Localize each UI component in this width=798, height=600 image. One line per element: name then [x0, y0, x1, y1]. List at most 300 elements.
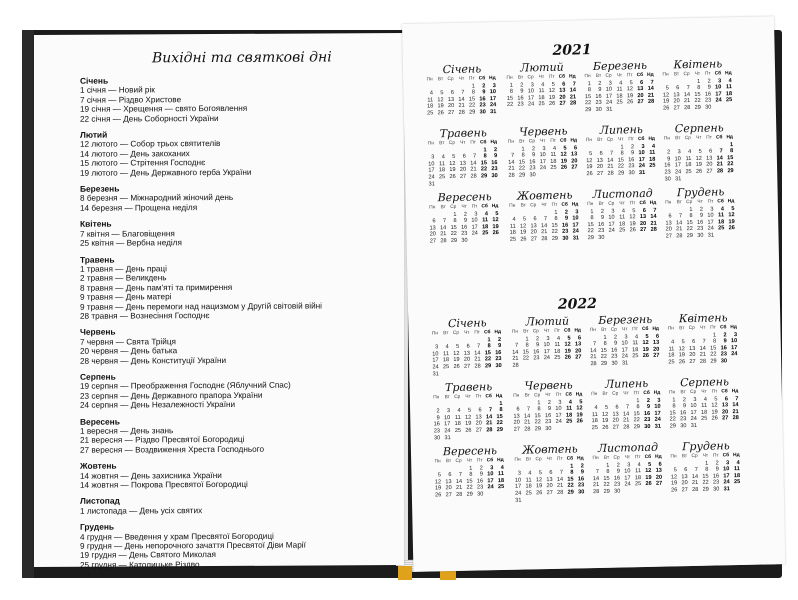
day-number: 5: [456, 344, 460, 351]
day-number: 18: [565, 412, 573, 419]
day-number: 13: [570, 151, 578, 158]
day-number: 22: [480, 166, 488, 173]
weekday-label: Чт: [458, 76, 465, 82]
day-number: 14: [699, 345, 706, 352]
weekday-label: Вт: [445, 459, 452, 465]
day-number: 28: [486, 427, 493, 434]
day-number: 18: [725, 90, 733, 98]
day-number: 3: [657, 397, 661, 404]
month-calendar: [424, 126, 503, 188]
day-number: 23: [479, 102, 486, 109]
day-number: 29: [702, 486, 709, 493]
day-number: 22: [466, 484, 473, 492]
day-number: 10: [572, 215, 579, 222]
day-number: 13: [429, 225, 436, 232]
day-number: 25: [591, 424, 599, 432]
day-number: 4: [703, 396, 707, 403]
day-number: 30: [644, 423, 651, 430]
day-number: 23: [529, 165, 536, 172]
day-number: 2: [600, 208, 605, 215]
day-number: 8: [483, 153, 487, 160]
day-number: 17: [471, 224, 478, 231]
day-number: 1: [590, 208, 594, 215]
day-number: 13: [637, 86, 644, 93]
day-number: 8: [509, 88, 514, 95]
day-number: 29: [496, 426, 504, 434]
month-day-grid: [659, 71, 738, 112]
day-number: 1: [483, 146, 487, 153]
day-number: 16: [664, 162, 671, 169]
month-calendar-title: Листопад: [597, 440, 659, 455]
weekday-label: Ср: [448, 140, 456, 147]
day-number: 6: [599, 151, 603, 158]
day-number: 25: [733, 479, 741, 486]
day-number: 14: [556, 476, 564, 483]
holiday-item: 19 грудня — День Святого Миколая: [80, 550, 216, 561]
day-number: 5: [551, 81, 555, 88]
day-number: 22: [600, 354, 608, 361]
day-number: 15: [587, 221, 594, 228]
month-calendar-title: Травень: [444, 380, 493, 395]
holiday-item: 20 червня — День батька: [80, 346, 178, 356]
month-day-grid: [426, 204, 505, 245]
month-calendar-title: Липень: [599, 122, 643, 137]
day-number: 29: [585, 107, 592, 114]
day-number: 9: [600, 214, 605, 222]
day-number: 14: [590, 347, 597, 354]
day-number: 20: [665, 226, 672, 233]
weekday-label: Ср: [606, 137, 614, 143]
day-number: 21: [470, 166, 477, 173]
day-number: 27: [640, 227, 647, 234]
month-calendar: [661, 185, 740, 240]
day-number: 7: [442, 218, 447, 225]
day-number: 26: [437, 110, 444, 117]
month-calendar: [581, 59, 660, 114]
month-calendar: [659, 57, 738, 112]
day-number: 14: [716, 155, 723, 162]
day-number: 7: [458, 472, 463, 479]
day-number: 24: [707, 225, 714, 233]
day-number: 13: [639, 214, 647, 221]
holiday-item: 1 січня — Новий рік: [80, 85, 155, 96]
weekday-label: Сб: [486, 458, 494, 464]
day-number: 21: [524, 419, 531, 426]
day-number: 6: [448, 472, 452, 479]
month-calendar-title: Листопад: [592, 186, 653, 202]
weekday-label: Нд: [489, 76, 496, 82]
day-number: 4: [728, 77, 732, 84]
weekday-label: Пн: [431, 331, 439, 337]
weekday-label: Пн: [591, 391, 598, 398]
holiday-month-block: [80, 218, 400, 248]
month-day-grid: [660, 135, 739, 183]
day-number: 13: [665, 220, 672, 227]
day-number: 10: [539, 152, 546, 159]
weekday-label: Нд: [727, 199, 735, 205]
bookmark-ribbon: [398, 566, 412, 580]
day-number: 11: [482, 217, 489, 224]
month-calendar: [586, 313, 665, 368]
weekday-label: Нд: [494, 329, 502, 336]
day-number: 10: [527, 88, 535, 95]
day-number: 15: [633, 410, 640, 418]
day-number: 4: [720, 205, 725, 212]
weekday-label: Пн: [429, 205, 436, 211]
day-number: 28: [569, 100, 577, 107]
day-number: 28: [732, 415, 739, 422]
weekday-label: Вт: [595, 73, 602, 79]
day-number: 13: [475, 414, 482, 421]
day-number: 16: [720, 345, 727, 352]
day-number: 20: [639, 220, 647, 227]
day-number: 28: [541, 235, 548, 243]
day-number: 21: [556, 483, 564, 490]
day-number: 12: [601, 411, 609, 418]
day-number: 29: [587, 234, 595, 242]
day-number: 14: [732, 402, 739, 409]
day-number: 12: [629, 214, 636, 221]
day-number: 19: [492, 223, 499, 230]
day-number: 12: [586, 157, 593, 164]
day-number: 5: [681, 339, 685, 346]
day-number: 8: [554, 215, 558, 223]
day-number: 12: [548, 87, 555, 95]
day-number: 18: [685, 162, 692, 169]
day-number: 23: [704, 97, 712, 105]
holiday-month-block: [80, 495, 400, 515]
day-number: 28: [607, 170, 614, 177]
weekday-label: Чт: [694, 71, 701, 77]
weekday-label: Пн: [669, 390, 676, 396]
day-number: 30: [578, 489, 585, 496]
weekday-label: Сб: [716, 135, 723, 141]
weekday-label: Нд: [655, 454, 662, 460]
day-number: 11: [566, 405, 573, 412]
day-number: 9: [598, 87, 602, 94]
weekday-label: Сб: [478, 76, 486, 82]
day-number: 13: [652, 339, 660, 347]
day-number: 18: [591, 418, 598, 425]
day-number: 23: [533, 355, 540, 362]
day-number: 11: [591, 411, 598, 418]
day-number: 4: [619, 79, 623, 87]
day-number: 24: [715, 97, 722, 104]
weekday-label: Пт: [633, 391, 640, 397]
day-number: 21: [474, 356, 481, 363]
day-number: 16: [628, 156, 635, 164]
day-number: 1: [453, 211, 457, 218]
day-number: 19: [642, 346, 649, 353]
day-number: 8: [672, 403, 676, 410]
day-number: 22: [450, 231, 457, 238]
holiday-item: 14 лютого — День закоханих: [80, 148, 190, 159]
weekday-label: Чт: [465, 394, 471, 400]
month-calendar: [508, 314, 587, 369]
month-day-grid: [508, 328, 587, 369]
day-number: 12: [464, 414, 472, 421]
day-number: 24: [654, 417, 661, 424]
day-number: 23: [598, 228, 605, 235]
month-calendar-title: Лютий: [520, 60, 564, 75]
day-number: 4: [500, 464, 504, 471]
day-number: 2: [580, 462, 584, 469]
day-number: 18: [668, 352, 675, 359]
day-number: 19: [535, 483, 543, 490]
weekday-label: Вт: [673, 72, 680, 78]
day-number: 27: [681, 487, 688, 494]
day-number: 21: [486, 420, 493, 427]
weekday-label: Пт: [626, 73, 633, 79]
day-number: 2: [479, 464, 483, 472]
weekday-label: Нд: [647, 72, 654, 78]
day-number: 11: [718, 212, 725, 219]
day-number: 25: [668, 359, 675, 366]
day-number: 20: [689, 352, 696, 359]
day-number: 16: [577, 476, 585, 483]
day-number: 28: [458, 109, 465, 116]
day-number: 20: [475, 420, 482, 427]
day-number: 25: [509, 236, 517, 243]
day-number: 1: [521, 146, 525, 153]
day-number: 13: [559, 87, 566, 94]
weekday-label: Ср: [532, 329, 540, 335]
day-number: 16: [561, 222, 569, 229]
day-number: 8: [603, 340, 607, 348]
day-number: 20: [546, 483, 553, 490]
weekday-label: Сб: [561, 202, 568, 208]
day-number: 1: [471, 83, 475, 90]
day-number: 18: [649, 156, 656, 163]
day-number: 12: [642, 340, 649, 347]
day-number: 23: [461, 231, 468, 238]
day-number: 10: [707, 212, 714, 219]
weekday-label: Вт: [444, 395, 450, 401]
day-number: 30: [664, 175, 671, 183]
day-number: 10: [715, 84, 722, 91]
day-number: 11: [509, 223, 516, 230]
weekday-label: Ср: [690, 389, 697, 396]
day-number: 2: [616, 462, 620, 469]
day-number: 20: [429, 231, 436, 238]
weekday-label: Пн: [434, 459, 441, 465]
day-number: 29: [686, 232, 694, 240]
weekday-label: Нд: [733, 453, 740, 459]
month-calendar-title: Жовтень: [516, 188, 573, 203]
day-number: 19: [626, 92, 634, 100]
day-number: 9: [614, 340, 618, 347]
day-number: 17: [539, 158, 546, 165]
day-number: 20: [513, 419, 520, 427]
day-number: 7: [461, 89, 465, 96]
weekday-label: Пн: [507, 139, 515, 145]
day-number: 29: [484, 363, 492, 370]
day-number: 28: [456, 491, 463, 498]
day-number: 18: [438, 167, 446, 174]
month-calendar: [664, 311, 743, 366]
day-number: 3: [611, 208, 615, 215]
holiday-item: 9 травня — День матері: [80, 292, 172, 302]
day-number: 13: [596, 157, 603, 164]
day-number: 25: [497, 484, 505, 491]
day-number: 2: [630, 143, 635, 150]
day-number: 21: [607, 163, 614, 171]
day-number: 20: [653, 346, 660, 353]
weekday-label: Сб: [714, 71, 722, 77]
day-number: 21: [458, 103, 465, 110]
day-number: 14: [569, 87, 576, 94]
weekday-label: Пн: [662, 72, 669, 78]
day-number: 9: [616, 468, 620, 475]
day-number: 26: [465, 427, 472, 434]
weekday-label: Чт: [460, 140, 466, 146]
day-number: 31: [690, 422, 698, 430]
weekday-label: Вт: [525, 457, 532, 463]
weekday-label: Нд: [726, 135, 734, 141]
weekday-label: Ср: [535, 457, 542, 463]
day-number: 3: [718, 77, 722, 84]
day-number: 5: [632, 207, 636, 214]
day-number: 24: [489, 102, 497, 109]
day-number: 15: [450, 224, 457, 231]
month-calendar-title: Червень: [519, 124, 568, 139]
day-number: 3: [693, 396, 697, 403]
day-number: 23: [577, 482, 585, 489]
day-number: 27: [546, 489, 553, 497]
weekday-label: Пт: [707, 199, 714, 205]
weekday-label: Чт: [616, 73, 623, 79]
day-number: 17: [514, 483, 522, 491]
day-number: 1: [603, 334, 607, 341]
day-number: 11: [443, 350, 449, 357]
day-number: 8: [521, 152, 525, 159]
weekday-label: Пн: [509, 203, 516, 209]
day-number: 16: [597, 221, 605, 228]
day-number: 19: [670, 480, 678, 487]
day-number: 4: [568, 399, 573, 406]
day-number: 21: [455, 485, 463, 492]
day-number: 28: [557, 489, 564, 496]
day-number: 26: [536, 490, 543, 497]
day-number: 16: [491, 159, 498, 166]
month-calendar-title: Березень: [598, 312, 653, 327]
month-calendar-title: Жовтень: [522, 442, 578, 457]
day-number: 7: [477, 343, 481, 350]
weekday-label: Сб: [485, 394, 492, 400]
day-number: 4: [441, 154, 445, 161]
month-day-grid: [581, 73, 660, 114]
weekday-label: Пн: [426, 77, 433, 83]
month-day-grid: [667, 453, 746, 494]
holiday-item: 25 грудня — Католицьке Різдво: [80, 559, 200, 570]
day-number: 11: [427, 97, 434, 104]
weekday-label: Чт: [538, 75, 545, 81]
day-number: 30: [705, 104, 712, 111]
day-number: 10: [489, 89, 497, 96]
day-number: 20: [721, 409, 729, 416]
day-number: 17: [572, 222, 579, 229]
weekday-label: Пн: [589, 328, 597, 334]
day-number: 19: [586, 164, 593, 171]
holiday-item: 4 грудня — Введення у храм Пресвятої Богородиці: [80, 531, 274, 542]
day-number: 20: [559, 94, 566, 101]
day-number: 27: [655, 481, 663, 488]
day-number: 16: [479, 96, 486, 103]
day-number: 29: [469, 109, 476, 116]
day-number: 24: [605, 99, 613, 107]
day-number: 4: [541, 81, 545, 88]
day-number: 4: [457, 408, 461, 415]
day-number: 20: [459, 167, 467, 174]
holiday-month-block: [80, 371, 400, 410]
day-number: 14: [540, 222, 548, 229]
day-number: 7: [653, 207, 657, 214]
day-number: 29: [727, 168, 734, 175]
weekday-label: Пн: [592, 455, 599, 462]
cover-spine: [22, 30, 34, 578]
day-number: 25: [438, 174, 446, 181]
weekday-label: Пн: [584, 74, 591, 80]
day-number: 30: [433, 434, 441, 441]
day-number: 4: [429, 90, 434, 97]
weekday-label: Вт: [524, 393, 530, 399]
day-number: 22: [468, 102, 476, 109]
day-number: 31: [675, 175, 682, 182]
day-number: 5: [563, 145, 567, 152]
day-number: 31: [432, 370, 439, 377]
day-number: 10: [654, 403, 661, 410]
day-number: 11: [725, 84, 732, 91]
day-number: 15: [484, 349, 491, 357]
day-number: 28: [590, 360, 597, 368]
weekday-label: Вт: [598, 201, 604, 207]
day-number: 29: [518, 172, 526, 179]
day-number: 20: [447, 103, 455, 110]
left-page: [34, 33, 404, 570]
day-number: 3: [575, 208, 579, 216]
day-number: 11: [701, 402, 708, 410]
day-number: 29: [710, 358, 717, 365]
day-number: 27: [559, 100, 566, 108]
day-number: 16: [595, 93, 602, 100]
day-number: 15: [727, 154, 734, 162]
weekday-label: Сб: [722, 453, 730, 459]
day-number: 6: [462, 153, 466, 160]
day-number: 2: [531, 145, 536, 152]
day-number: 25: [566, 418, 573, 426]
holiday-item: 1 травня — День праці: [80, 264, 167, 274]
day-number: 18: [481, 224, 489, 231]
day-number: 7: [735, 395, 739, 402]
day-number: 28: [524, 426, 531, 433]
day-number: 28: [474, 363, 481, 370]
day-number: 30: [477, 491, 484, 498]
day-number: 7: [610, 150, 614, 157]
weekday-label: Нд: [574, 328, 582, 334]
holiday-item: 14 жовтня — Покрова Пресвятої Богородиці: [80, 479, 248, 490]
day-number: 20: [530, 229, 537, 236]
day-number: 19: [564, 348, 571, 355]
day-number: 4: [528, 470, 532, 477]
holidays-list: [80, 75, 400, 577]
day-number: 19: [576, 412, 583, 419]
day-number: 27: [445, 492, 452, 499]
weekday-label: Пт: [476, 458, 483, 464]
day-number: 3: [542, 145, 546, 152]
day-number: 6: [642, 207, 647, 214]
day-number: 27: [459, 173, 467, 180]
day-number: 21: [541, 229, 548, 236]
